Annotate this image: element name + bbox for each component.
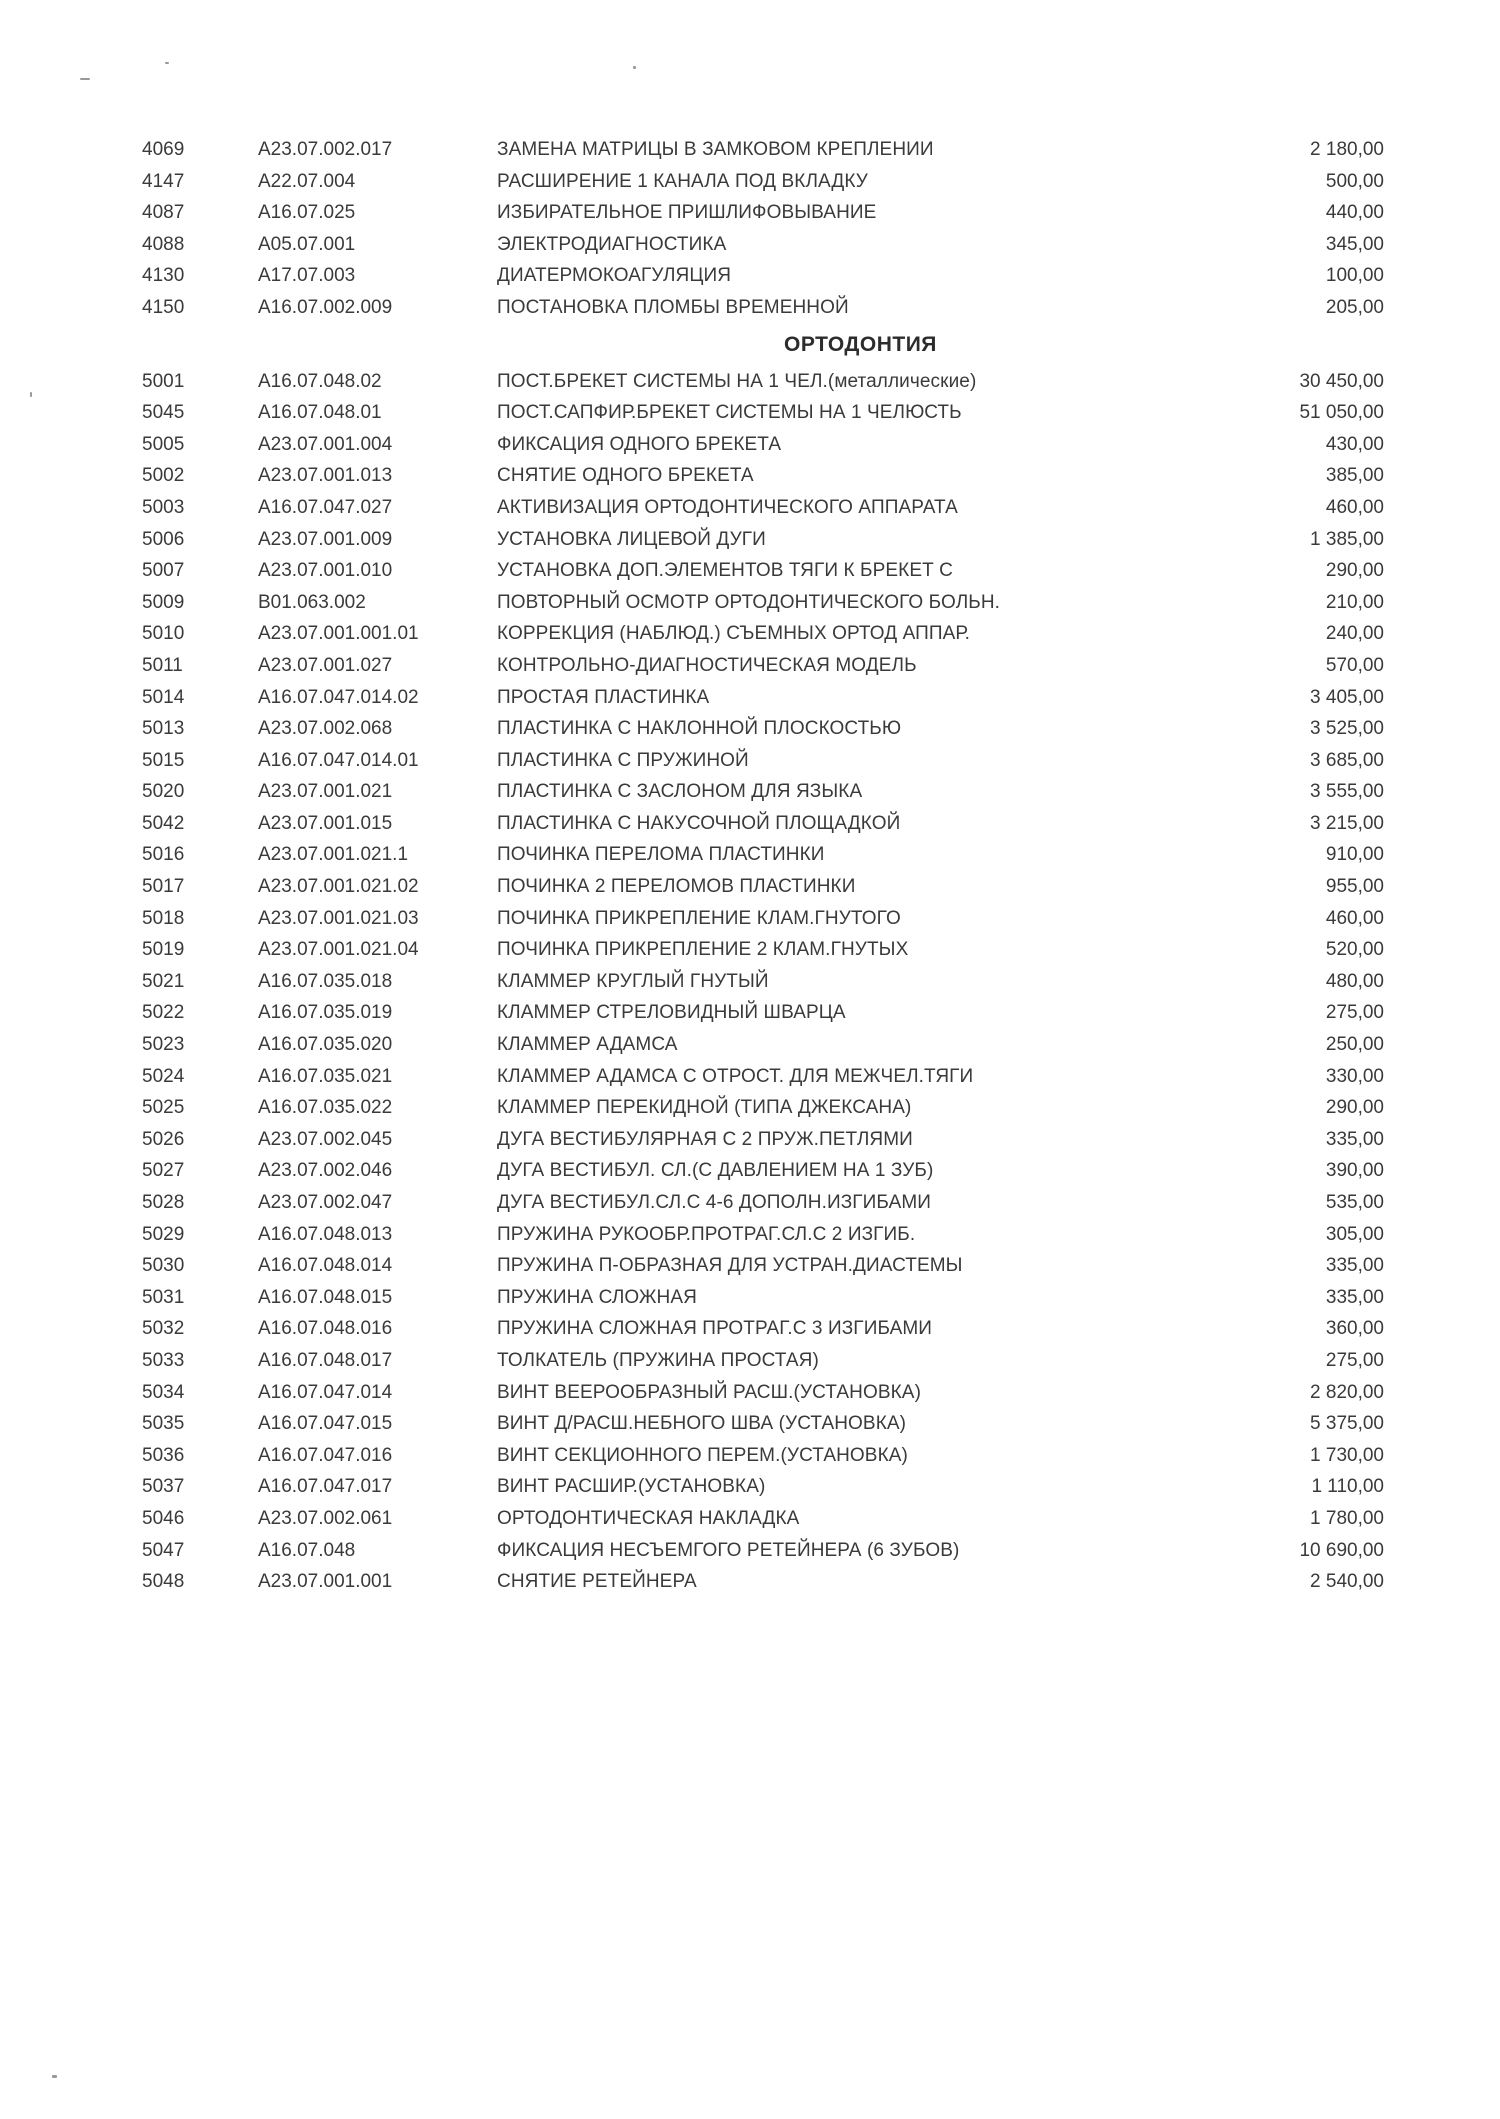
- service-price: 290,00: [1325, 560, 1384, 582]
- service-name: ПОЧИНКА ПРИКРЕПЛЕНИЕ КЛАМ.ГНУТОГО: [497, 907, 901, 929]
- service-code: A23.07.002.068: [258, 718, 393, 740]
- service-number: 5029: [142, 1223, 185, 1245]
- service-code: A16.07.047.016: [258, 1444, 393, 1466]
- service-name: СНЯТИЕ ОДНОГО БРЕКЕТА: [497, 465, 754, 487]
- service-price: 390,00: [1325, 1160, 1384, 1182]
- service-code: A16.07.035.020: [258, 1034, 393, 1056]
- table-row: [0, 260, 1500, 292]
- service-price: 520,00: [1325, 939, 1384, 961]
- service-code: A16.07.047.014.01: [258, 749, 419, 771]
- service-number: 5019: [142, 939, 185, 961]
- service-number: 5015: [142, 749, 185, 771]
- service-number: 5005: [142, 433, 185, 455]
- service-price: 250,00: [1325, 1034, 1384, 1056]
- service-price: 330,00: [1325, 1065, 1384, 1087]
- scan-speck: [165, 62, 169, 64]
- service-name: КОНТРОЛЬНО-ДИАГНОСТИЧЕСКАЯ МОДЕЛЬ: [497, 654, 917, 676]
- scan-speck: [633, 66, 636, 69]
- service-number: 5034: [142, 1381, 185, 1403]
- service-code: A23.07.001.021.1: [258, 844, 409, 866]
- table-row: [0, 366, 1500, 398]
- service-number: 5007: [142, 560, 185, 582]
- service-code: A16.07.047.014.02: [258, 686, 419, 708]
- service-price: 500,00: [1325, 170, 1384, 192]
- service-name: ПЛАСТИНКА С ПРУЖИНОЙ: [497, 749, 749, 771]
- service-name: ПРУЖИНА СЛОЖНАЯ: [497, 1286, 697, 1308]
- service-name: КЛАММЕР СТРЕЛОВИДНЫЙ ШВАРЦА: [497, 1002, 846, 1024]
- service-price: 535,00: [1325, 1192, 1384, 1213]
- service-price: 305,00: [1325, 1223, 1384, 1245]
- service-name: ДУГА ВЕСТИБУЛ. СЛ.(С ДАВЛЕНИЕМ НА 1 ЗУБ): [497, 1160, 934, 1182]
- service-code: A16.07.035.018: [258, 970, 393, 992]
- service-price: 440,00: [1325, 202, 1384, 224]
- table-row: [0, 808, 1500, 840]
- table-row: [0, 1471, 1500, 1503]
- service-price: 385,00: [1325, 465, 1384, 487]
- rows-before-section: [0, 134, 1500, 324]
- service-code: A23.07.001.001.01: [258, 623, 419, 645]
- service-name: КЛАММЕР АДАМСА: [497, 1034, 678, 1056]
- service-code: A23.07.001.001: [258, 1571, 393, 1593]
- service-code: A23.07.001.009: [258, 528, 393, 550]
- service-number: 5001: [142, 370, 185, 392]
- table-row: [0, 618, 1500, 650]
- service-name: АКТИВИЗАЦИЯ ОРТОДОНТИЧЕСКОГО АППАРАТА: [497, 496, 958, 518]
- table-row: [0, 292, 1500, 324]
- service-name: ПЛАСТИНКА С НАКЛОННОЙ ПЛОСКОСТЬЮ: [497, 718, 902, 740]
- table-row: [0, 492, 1500, 524]
- table-row: [0, 682, 1500, 714]
- table-row: [0, 776, 1500, 808]
- service-name: ВИНТ ВЕЕРООБРАЗНЫЙ РАСШ.(УСТАНОВКА): [497, 1381, 921, 1403]
- service-price: 3 555,00: [1310, 781, 1384, 803]
- table-row: [0, 1282, 1500, 1314]
- service-code: A16.07.048.013: [258, 1223, 393, 1245]
- service-name: ФИКСАЦИЯ НЕСЪЕМГОГО РЕТЕЙНЕРА (6 ЗУБОВ): [497, 1539, 960, 1561]
- table-row: [0, 1029, 1500, 1061]
- service-number: 4147: [142, 170, 185, 192]
- service-code: A16.07.035.021: [258, 1065, 393, 1087]
- service-code: A23.07.001.027: [258, 654, 393, 676]
- service-code: A16.07.035.022: [258, 1097, 393, 1119]
- service-price: 345,00: [1325, 233, 1384, 255]
- service-price: 3 685,00: [1310, 749, 1384, 771]
- service-name: КЛАММЕР ПЕРЕКИДНОЙ (ТИПА ДЖЕКСАНА): [497, 1097, 912, 1119]
- service-name: ПРОСТАЯ ПЛАСТИНКА: [497, 686, 710, 708]
- service-code: A23.07.001.004: [258, 433, 393, 455]
- service-name: ДИАТЕРМОКОАГУЛЯЦИЯ: [497, 265, 732, 287]
- service-number: 5003: [142, 496, 185, 518]
- service-name: ВИНТ Д/РАСШ.НЕБНОГО ШВА (УСТАНОВКА): [497, 1413, 907, 1435]
- table-row: [0, 871, 1500, 903]
- table-row: [0, 1187, 1500, 1219]
- service-number: 5025: [142, 1097, 185, 1119]
- service-name: РАСШИРЕНИЕ 1 КАНАЛА ПОД ВКЛАДКУ: [497, 170, 868, 192]
- table-row: [0, 1250, 1500, 1282]
- rows-orthodontics: [0, 366, 1500, 1598]
- service-price: 2 820,00: [1310, 1381, 1384, 1403]
- service-name: ЭЛЕКТРОДИАГНОСТИКА: [497, 233, 727, 255]
- service-name: УСТАНОВКА ДОП.ЭЛЕМЕНТОВ ТЯГИ К БРЕКЕТ С: [497, 560, 953, 582]
- service-number: 5033: [142, 1349, 185, 1371]
- table-row: [0, 229, 1500, 261]
- table-row: [0, 1535, 1500, 1567]
- service-name: ПРУЖИНА П-ОБРАЗНАЯ ДЛЯ УСТРАН.ДИАСТЕМЫ: [497, 1255, 963, 1277]
- service-price: 570,00: [1325, 654, 1384, 676]
- service-price: 275,00: [1325, 1349, 1384, 1371]
- service-code: A17.07.003: [258, 265, 356, 287]
- service-name: ДУГА ВЕСТИБУЛЯРНАЯ С 2 ПРУЖ.ПЕТЛЯМИ: [497, 1128, 913, 1150]
- table-row: [0, 1408, 1500, 1440]
- table-row: [0, 460, 1500, 492]
- service-price: 3 405,00: [1310, 686, 1384, 708]
- service-code: A16.07.025: [258, 202, 356, 224]
- table-row: [0, 1313, 1500, 1345]
- table-row: [0, 903, 1500, 935]
- service-name: ПОЧИНКА ПРИКРЕПЛЕНИЕ 2 КЛАМ.ГНУТЫХ: [497, 939, 909, 961]
- service-number: 5037: [142, 1476, 185, 1498]
- table-row: [0, 745, 1500, 777]
- table-row: [0, 134, 1500, 166]
- service-price: 3 525,00: [1310, 718, 1384, 740]
- service-name: ТОЛКАТЕЛЬ (ПРУЖИНА ПРОСТАЯ): [497, 1349, 819, 1371]
- service-name: ПОСТАНОВКА ПЛОМБЫ ВРЕМЕННОЙ: [497, 296, 849, 318]
- service-price: 2 180,00: [1310, 139, 1384, 160]
- service-price: 3 215,00: [1310, 812, 1384, 834]
- service-name: КЛАММЕР АДАМСА С ОТРОСТ. ДЛЯ МЕЖЧЕЛ.ТЯГИ: [497, 1065, 974, 1087]
- service-name: ДУГА ВЕСТИБУЛ.СЛ.С 4-6 ДОПОЛН.ИЗГИБАМИ: [497, 1192, 932, 1213]
- service-name: ПОСТ.САПФИР.БРЕКЕТ СИСТЕМЫ НА 1 ЧЕЛЮСТЬ: [497, 402, 962, 424]
- service-price: 100,00: [1325, 265, 1384, 287]
- service-price: 275,00: [1325, 1002, 1384, 1024]
- service-price: 460,00: [1325, 496, 1384, 518]
- service-code: A16.07.035.019: [258, 1002, 393, 1024]
- price-table: [0, 134, 1500, 1598]
- table-row: [0, 587, 1500, 619]
- service-number: 5014: [142, 686, 185, 708]
- table-row: [0, 1124, 1500, 1156]
- service-code: A23.07.001.021.03: [258, 907, 419, 929]
- service-name: ПРУЖИНА СЛОЖНАЯ ПРОТРАГ.С 3 ИЗГИБАМИ: [497, 1318, 933, 1340]
- service-code: A23.07.002.061: [258, 1507, 393, 1529]
- service-code: A05.07.001: [258, 233, 356, 255]
- service-number: 5021: [142, 970, 185, 992]
- service-price: 10 690,00: [1299, 1539, 1384, 1561]
- scan-speck: [30, 392, 32, 397]
- service-name: ПРУЖИНА РУКООБР.ПРОТРАГ.СЛ.С 2 ИЗГИБ.: [497, 1223, 916, 1245]
- service-price: 430,00: [1325, 433, 1384, 455]
- service-price: 205,00: [1325, 296, 1384, 318]
- table-row: [0, 997, 1500, 1029]
- table-row: [0, 197, 1500, 229]
- service-number: 5028: [142, 1192, 185, 1213]
- service-code: A16.07.048: [258, 1539, 356, 1561]
- service-number: 5024: [142, 1065, 185, 1087]
- service-name: КОРРЕКЦИЯ (НАБЛЮД.) СЪЕМНЫХ ОРТОД АППАР.: [497, 623, 970, 645]
- service-name: ПОЧИНКА 2 ПЕРЕЛОМОВ ПЛАСТИНКИ: [497, 876, 856, 898]
- service-number: 5023: [142, 1034, 185, 1056]
- table-row: [0, 966, 1500, 998]
- service-number: 5047: [142, 1539, 185, 1561]
- service-price: 2 540,00: [1310, 1571, 1384, 1593]
- service-number: 5035: [142, 1413, 185, 1435]
- service-code: A23.07.001.021: [258, 781, 393, 803]
- service-price: 1 110,00: [1311, 1476, 1384, 1498]
- service-code: A16.07.002.009: [258, 296, 393, 318]
- table-row: [0, 166, 1500, 198]
- service-name: ОРТОДОНТИЧЕСКАЯ НАКЛАДКА: [497, 1507, 800, 1529]
- service-number: 5020: [142, 781, 185, 803]
- service-code: A16.07.047.014: [258, 1381, 393, 1403]
- table-row: [0, 1061, 1500, 1093]
- service-code: A23.07.002.046: [258, 1160, 393, 1182]
- service-code: A16.07.048.015: [258, 1286, 393, 1308]
- service-code: A16.07.047.027: [258, 496, 393, 518]
- service-number: 5006: [142, 528, 185, 550]
- service-price: 335,00: [1325, 1128, 1384, 1150]
- table-row: [0, 1440, 1500, 1472]
- service-price: 51 050,00: [1299, 402, 1384, 424]
- table-row: [0, 429, 1500, 461]
- table-row: [0, 397, 1500, 429]
- service-code: A23.07.001.021.04: [258, 939, 419, 961]
- service-number: 5048: [142, 1571, 185, 1593]
- service-number: 5016: [142, 844, 185, 866]
- service-price: 5 375,00: [1310, 1413, 1384, 1435]
- service-code: A16.07.048.01: [258, 402, 382, 424]
- service-name: ПОЧИНКА ПЕРЕЛОМА ПЛАСТИНКИ: [497, 844, 825, 866]
- service-code: A23.07.002.045: [258, 1128, 393, 1150]
- service-number: 5018: [142, 907, 185, 929]
- service-name: СНЯТИЕ РЕТЕЙНЕРА: [497, 1571, 697, 1593]
- service-price: 1 730,00: [1310, 1444, 1384, 1466]
- service-code: A23.07.001.013: [258, 465, 393, 487]
- service-code: A16.07.047.015: [258, 1413, 393, 1435]
- table-row: [0, 1566, 1500, 1598]
- service-code: A16.07.048.017: [258, 1349, 393, 1371]
- table-row: [0, 555, 1500, 587]
- scan-speck: [52, 2075, 57, 2078]
- table-row: [0, 1219, 1500, 1251]
- service-code: A16.07.047.017: [258, 1476, 393, 1498]
- service-number: 5022: [142, 1002, 185, 1024]
- service-number: 5026: [142, 1128, 185, 1150]
- service-name: ФИКСАЦИЯ ОДНОГО БРЕКЕТА: [497, 433, 782, 455]
- service-price: 360,00: [1325, 1318, 1384, 1340]
- service-price: 460,00: [1325, 907, 1384, 929]
- service-number: 4150: [142, 296, 185, 318]
- service-number: 5031: [142, 1286, 185, 1308]
- section-heading: [0, 324, 1500, 366]
- service-code: A23.07.001.010: [258, 560, 393, 582]
- service-code: B01.063.002: [258, 591, 366, 613]
- service-name: ИЗБИРАТЕЛЬНОЕ ПРИШЛИФОВЫВАНИЕ: [497, 202, 877, 224]
- service-number: 4088: [142, 233, 185, 255]
- service-number: 4069: [142, 139, 185, 160]
- service-name: ВИНТ СЕКЦИОННОГО ПЕРЕМ.(УСТАНОВКА): [497, 1444, 908, 1466]
- service-name: ЗАМЕНА МАТРИЦЫ В ЗАМКОВОМ КРЕПЛЕНИИ: [497, 139, 934, 160]
- service-price: 1 385,00: [1310, 528, 1384, 550]
- service-price: 30 450,00: [1299, 370, 1384, 392]
- service-code: A22.07.004: [258, 170, 356, 192]
- service-number: 5002: [142, 465, 185, 487]
- service-name: ПЛАСТИНКА С ЗАСЛОНОМ ДЛЯ ЯЗЫКА: [497, 781, 863, 803]
- table-row: [0, 934, 1500, 966]
- service-code: A23.07.002.017: [258, 139, 393, 160]
- table-row: [0, 1155, 1500, 1187]
- service-price: 240,00: [1325, 623, 1384, 645]
- service-code: A23.07.001.015: [258, 812, 393, 834]
- service-number: 5046: [142, 1507, 185, 1529]
- service-number: 5010: [142, 623, 185, 645]
- service-number: 5017: [142, 876, 185, 898]
- service-price: 910,00: [1325, 844, 1384, 866]
- service-number: 5045: [142, 402, 185, 424]
- service-code: A23.07.002.047: [258, 1192, 393, 1213]
- service-code: A16.07.048.016: [258, 1318, 393, 1340]
- service-name: ПОВТОРНЫЙ ОСМОТР ОРТОДОНТИЧЕСКОГО БОЛЬН.: [497, 591, 1001, 613]
- service-number: 5030: [142, 1255, 185, 1277]
- service-number: 5027: [142, 1160, 185, 1182]
- service-price: 955,00: [1325, 876, 1384, 898]
- table-row: [0, 1377, 1500, 1409]
- service-code: A16.07.048.014: [258, 1255, 393, 1277]
- service-name: ПЛАСТИНКА С НАКУСОЧНОЙ ПЛОЩАДКОЙ: [497, 812, 901, 834]
- table-row: [0, 713, 1500, 745]
- table-row: [0, 839, 1500, 871]
- service-name: ПОСТ.БРЕКЕТ СИСТЕМЫ НА 1 ЧЕЛ.(металлические): [497, 370, 977, 392]
- service-number: 5013: [142, 718, 185, 740]
- section-title: ОРТОДОНТИЯ: [784, 332, 937, 356]
- service-code: A23.07.001.021.02: [258, 876, 419, 898]
- service-price: 480,00: [1325, 970, 1384, 992]
- service-price: 335,00: [1325, 1255, 1384, 1277]
- service-number: 5032: [142, 1318, 185, 1340]
- service-number: 5036: [142, 1444, 185, 1466]
- service-name: УСТАНОВКА ЛИЦЕВОЙ ДУГИ: [497, 528, 766, 550]
- table-row: [0, 1345, 1500, 1377]
- table-row: [0, 1092, 1500, 1124]
- service-price: 335,00: [1325, 1286, 1384, 1308]
- service-number: 4087: [142, 202, 185, 224]
- service-number: 5009: [142, 591, 185, 613]
- service-name: ВИНТ РАСШИР.(УСТАНОВКА): [497, 1476, 766, 1498]
- service-price: 210,00: [1325, 591, 1384, 613]
- service-code: A16.07.048.02: [258, 370, 382, 392]
- service-number: 5011: [142, 654, 183, 676]
- table-row: [0, 650, 1500, 682]
- table-row: [0, 1503, 1500, 1535]
- service-number: 5042: [142, 812, 185, 834]
- scan-speck: [80, 78, 90, 80]
- service-number: 4130: [142, 265, 185, 287]
- service-price: 290,00: [1325, 1097, 1384, 1119]
- service-price: 1 780,00: [1310, 1507, 1384, 1529]
- table-row: [0, 524, 1500, 556]
- service-name: КЛАММЕР КРУГЛЫЙ ГНУТЫЙ: [497, 970, 769, 992]
